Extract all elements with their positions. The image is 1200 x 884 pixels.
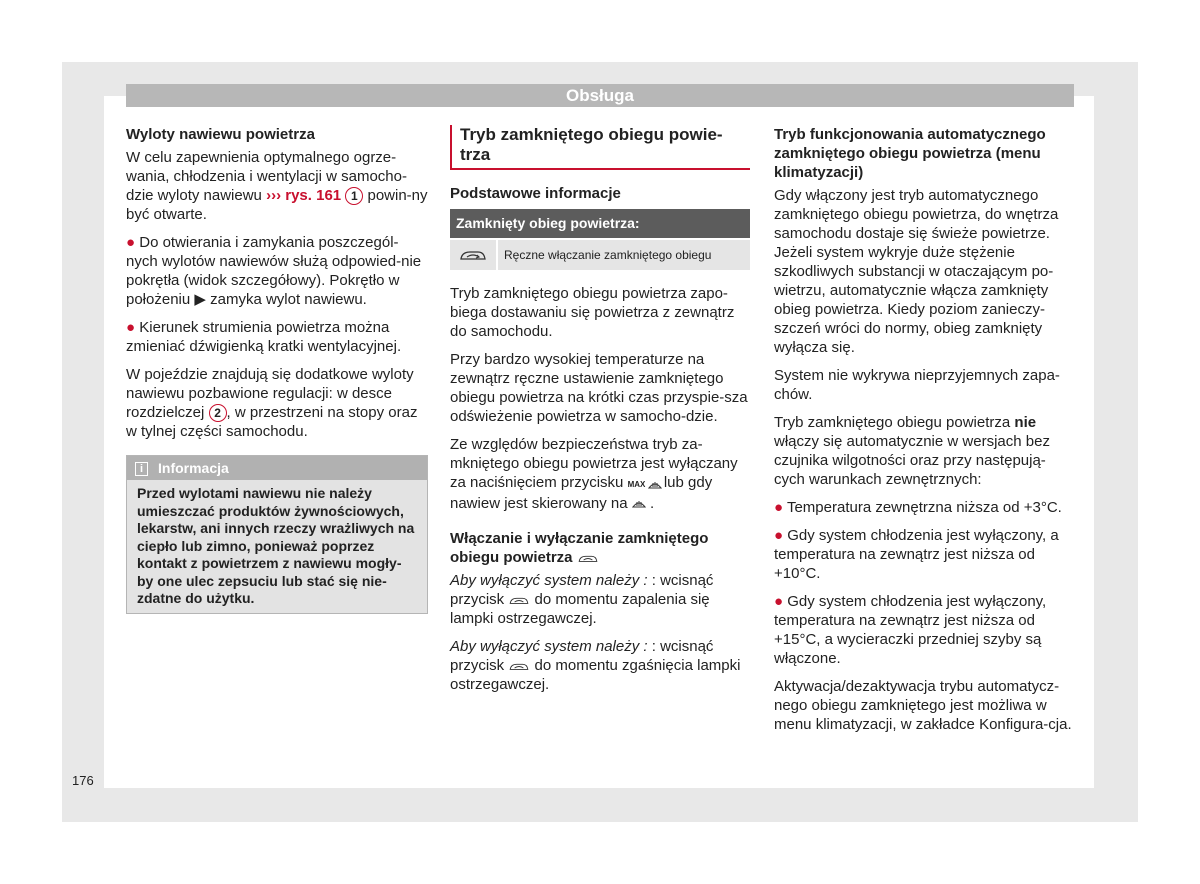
bullet-item: ● Temperatura zewnętrzna niższa od +3°C.	[774, 499, 1062, 516]
paragraph-safety: Ze względów bezpieczeństwa tryb za-mkniętego obiegu powietrza jest wyłączany za naciśnięciem przycisku MAX lub gdy nawiew jest skierowany na .	[450, 436, 738, 512]
bullet-dot-icon: ●	[126, 319, 136, 337]
paragraph: Tryb zamkniętego obiegu powietrza zapo-biega dostawaniu się powietrza z zewnątrz do samochodu.	[450, 285, 735, 340]
info-box-body: Przed wylotami nawiewu nie należy umieszczać produktów żywnościowych, lekarstw, ani innych rzeczy wrażliwych na ciepło lub zimno, ponieważ poprzez kontakt z powietrzem z nawiewu mogły-by one ulec zepsuciu lub stać się nie-zdatne do użytku.	[137, 485, 415, 607]
instruction-off: Aby wyłączyć system należy : : wcisnąć przycisk do momentu zgaśnięcia lampki ostrzegawczej.	[450, 638, 741, 693]
bullet-dot-icon: ●	[774, 527, 784, 544]
controls-table	[450, 209, 750, 270]
bullet-dot-icon: ●	[774, 499, 784, 516]
subheading-basic-info: Podstawowe informacje	[450, 185, 621, 202]
page-frame-left	[62, 62, 104, 822]
bullet-dot-icon: ●	[774, 593, 784, 610]
callout-number-1: 1	[345, 187, 363, 205]
column-1	[126, 125, 428, 614]
recirculation-icon	[508, 595, 530, 606]
bullet-dot-icon: ●	[126, 234, 136, 252]
figure-reference-link[interactable]: rys. 161	[285, 187, 342, 204]
column-2	[450, 125, 750, 703]
paragraph: Przy bardzo wysokiej temperaturze na zewnątrz ręczne ustawienie zamkniętego obiegu powietrza na krótki czas przyspie-sza odświeżenie powietrza w samocho-dzie.	[450, 351, 748, 425]
paragraph: System nie wykrywa nieprzyjemnych zapa-chów.	[774, 367, 1060, 403]
bullet-item: ● Do otwierania i zamykania poszczegól-nych wylotów nawiewów służą odpowied-nie pokrętła (widok szczegółowy). Pokrętło w położeniu ▶ zamyka wylot nawiewu.	[126, 234, 422, 309]
max-defrost-icon: MAX	[628, 480, 664, 489]
paragraph-additional-vents: W pojeździe znajdują się dodatkowe wyloty nawiewu pozbawione regulacji: w desce rozdzielczej 2 , w przestrzeni na stopy oraz w tylnej części samochodu.	[126, 366, 418, 441]
recirculation-icon	[450, 240, 498, 270]
column-3	[774, 125, 1074, 743]
table-row	[450, 238, 750, 270]
table-header: Zamknięty obieg powietrza:	[450, 209, 750, 238]
paragraph-vents-intro: W celu zapewnienia optymalnego ogrze-wania, chłodzenia i wentylacji w samocho-dzie wyloty nawiewu ››› rys. 161 1 powin-ny być otwarte.	[126, 149, 428, 224]
bullet-item: ● Gdy system chłodzenia jest wyłączony, a temperatura na zewnątrz jest niższa od +10°C.	[774, 527, 1059, 582]
paragraph: Gdy włączony jest tryb automatycznego zamkniętego obiegu powietrza, do wnętrza samochodu dostaje się świeże powietrze. Jeżeli system wykryje duże stężenie szkodliwych substancji w otaczającym po-wietrzu, automatycznie włącza zamknięty obieg powietrza. Kiedy poziom zanieczy-szczeń wróci do normy, obieg zamknięty wyłącza się.	[774, 187, 1059, 356]
page-frame-bottom	[62, 788, 1138, 822]
triangle-right-icon: ▶	[194, 291, 206, 309]
instruction-on: Aby wyłączyć system należy : : wcisnąć przycisk do momentu zapalenia się lampki ostrzegawczej.	[450, 572, 714, 627]
page-number: 176	[72, 773, 94, 788]
bullet-item: ● Kierunek strumienia powietrza można zmieniać dźwigienką kratki wentylacyjnej.	[126, 319, 402, 356]
paragraph: Aktywacja/dezaktywacja trybu automatycz-nego obiegu zamkniętego jest możliwa w menu klimatyzacji, w zakładce Konfigura-cja.	[774, 678, 1072, 733]
bullet-item: ● Gdy system chłodzenia jest wyłączony, temperatura na zewnątrz jest niższa od +15°C, a wycieraczki przedniej szyby są włączone.	[774, 593, 1047, 667]
windshield-defrost-icon	[632, 495, 650, 512]
callout-number-2: 2	[209, 404, 227, 422]
section-heading-air-vents: Wyloty nawiewu powietrza	[126, 126, 315, 143]
section-heading-auto-recirculation: Tryb funkcjonowania automatycznego zamkniętego obiegu powietrza (menu klimatyzacji)	[774, 126, 1046, 181]
info-box-header: i Informacja	[127, 456, 427, 480]
recirculation-icon	[577, 553, 599, 564]
info-box	[126, 455, 428, 614]
page-frame-right	[1094, 62, 1138, 822]
table-cell-description: Ręczne włączanie zamkniętego obiegu	[504, 247, 712, 262]
subheading-on-off: Włączanie i wyłączanie zamkniętego obiegu powietrza	[450, 530, 709, 566]
info-icon: i	[135, 462, 148, 476]
paragraph-conditions: Tryb zamkniętego obiegu powietrza nie włączy się automatycznie w wersjach bez czujnika wilgotności oraz przy następują-cych warunkach zewnętrznych:	[774, 414, 1050, 488]
chapter-header: Obsługa	[126, 84, 1074, 107]
ref-arrows: ›››	[266, 187, 282, 204]
section-title: Tryb zamkniętego obiegu powie-trza	[452, 125, 750, 170]
section-title-block	[450, 125, 750, 170]
recirculation-icon	[508, 661, 530, 672]
